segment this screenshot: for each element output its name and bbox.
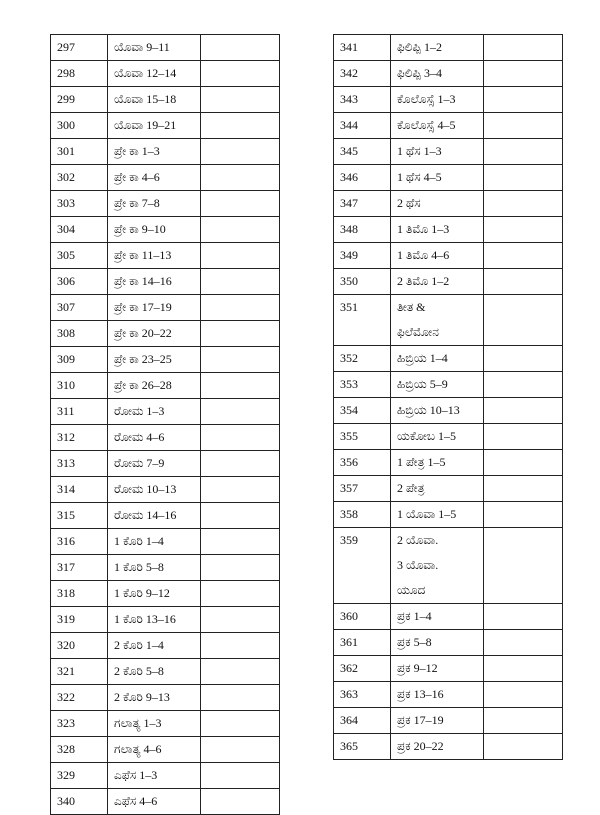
checkbox-cell <box>201 191 280 217</box>
reading-reference <box>391 165 484 191</box>
day-number: 305 <box>51 243 108 269</box>
checkbox-cell <box>484 372 563 398</box>
day-number: 362 <box>334 656 391 682</box>
table-row <box>51 243 280 269</box>
day-number: 350 <box>334 269 391 295</box>
day-number: 303 <box>51 191 108 217</box>
table-row <box>51 607 280 633</box>
reference-line: 2 ಥೆಸ <box>397 196 421 210</box>
day-number: 341 <box>334 35 391 61</box>
checkbox-cell <box>201 633 280 659</box>
checkbox-cell <box>201 737 280 763</box>
day-number: 365 <box>334 734 391 760</box>
table-row <box>334 708 563 734</box>
table-row <box>51 295 280 321</box>
reference-line: ಫಿಲಿಪ್ಪಿ 1–2 <box>397 40 442 54</box>
day-number: 306 <box>51 269 108 295</box>
day-number: 310 <box>51 373 108 399</box>
table-row <box>51 269 280 295</box>
table-row <box>51 711 280 737</box>
reading-reference <box>391 269 484 295</box>
reading-reference: ರೋಮ 1–3 <box>108 399 201 425</box>
day-number: 323 <box>51 711 108 737</box>
checkbox-cell <box>201 711 280 737</box>
table-row <box>334 139 563 165</box>
reference-line: 1 ತಿಮೊ 4–6 <box>397 248 450 262</box>
day-number: 315 <box>51 503 108 529</box>
checkbox-cell <box>484 450 563 476</box>
table-row <box>51 321 280 347</box>
table-row <box>51 139 280 165</box>
table-row <box>334 243 563 269</box>
checkbox-cell <box>201 35 280 61</box>
reading-reference: ರೋಮ 7–9 <box>108 451 201 477</box>
reading-reference: 1 ಕೊರಿ 9–12 <box>108 581 201 607</box>
reading-reference <box>391 528 484 604</box>
checkbox-cell <box>484 424 563 450</box>
reading-reference <box>391 398 484 424</box>
reading-reference <box>391 604 484 630</box>
reference-line: ಹಿಬ್ರಿಯ 10–13 <box>397 403 460 417</box>
day-number: 354 <box>334 398 391 424</box>
reading-reference <box>391 630 484 656</box>
checkbox-cell <box>484 61 563 87</box>
table-row <box>334 398 563 424</box>
table-row <box>334 656 563 682</box>
day-number: 329 <box>51 763 108 789</box>
table-row <box>51 165 280 191</box>
reading-reference: ಪ್ರೇ ಕಾ 11–13 <box>108 243 201 269</box>
day-number: 300 <box>51 113 108 139</box>
day-number: 346 <box>334 165 391 191</box>
table-row <box>51 347 280 373</box>
checkbox-cell <box>201 295 280 321</box>
reading-reference: ಪ್ರೇ ಕಾ 26–28 <box>108 373 201 399</box>
reading-reference: 1 ಕೊರಿ 1–4 <box>108 529 201 555</box>
reference-line: ಪ್ರಕ 17–19 <box>397 713 444 727</box>
checkbox-cell <box>201 347 280 373</box>
reading-reference: ಯೊವಾ 12–14 <box>108 61 201 87</box>
table-row <box>334 87 563 113</box>
reading-reference <box>391 450 484 476</box>
reading-reference <box>391 139 484 165</box>
day-number: 356 <box>334 450 391 476</box>
day-number: 307 <box>51 295 108 321</box>
table-row <box>51 373 280 399</box>
checkbox-cell <box>201 477 280 503</box>
checkbox-cell <box>201 113 280 139</box>
checkbox-cell <box>201 399 280 425</box>
reading-reference <box>391 35 484 61</box>
reference-line: ಫಿಲಿಪ್ಪಿ 3–4 <box>397 66 442 80</box>
table-row <box>334 61 563 87</box>
reference-line: 1 ಯೊವಾ 1–5 <box>397 507 457 521</box>
reading-reference: ಯೊವಾ 15–18 <box>108 87 201 113</box>
checkbox-cell <box>484 113 563 139</box>
reading-reference <box>391 372 484 398</box>
reading-reference: ಪ್ರೇ ಕಾ 17–19 <box>108 295 201 321</box>
reading-reference: ಪ್ರೇ ಕಾ 9–10 <box>108 217 201 243</box>
table-row <box>51 399 280 425</box>
table-row <box>334 35 563 61</box>
checkbox-cell <box>484 476 563 502</box>
checkbox-cell <box>201 659 280 685</box>
checkbox-cell <box>201 503 280 529</box>
day-number: 364 <box>334 708 391 734</box>
checkbox-cell <box>484 191 563 217</box>
checkbox-cell <box>484 35 563 61</box>
table-row <box>334 295 563 346</box>
day-number: 348 <box>334 217 391 243</box>
checkbox-cell <box>484 87 563 113</box>
checkbox-cell <box>484 604 563 630</box>
day-number: 298 <box>51 61 108 87</box>
checkbox-cell <box>201 763 280 789</box>
table-row <box>51 659 280 685</box>
checkbox-cell <box>484 139 563 165</box>
reading-reference <box>391 734 484 760</box>
day-number: 320 <box>51 633 108 659</box>
checkbox-cell <box>201 555 280 581</box>
checkbox-cell <box>201 243 280 269</box>
day-number: 311 <box>51 399 108 425</box>
checkbox-cell <box>484 346 563 372</box>
table-body-right <box>334 35 563 760</box>
day-number: 322 <box>51 685 108 711</box>
day-number: 357 <box>334 476 391 502</box>
checkbox-cell <box>484 708 563 734</box>
table-row <box>51 87 280 113</box>
table-row <box>334 502 563 528</box>
day-number: 317 <box>51 555 108 581</box>
reference-line: ಪ್ರಕ 13–16 <box>397 687 444 701</box>
reference-line: ಪ್ರಕ 9–12 <box>397 661 438 675</box>
reading-reference: ಪ್ರೇ ಕಾ 7–8 <box>108 191 201 217</box>
day-number: 304 <box>51 217 108 243</box>
checkbox-cell <box>484 502 563 528</box>
checkbox-cell <box>484 398 563 424</box>
table-row <box>334 450 563 476</box>
reading-reference: ರೋಮ 10–13 <box>108 477 201 503</box>
checkbox-cell <box>201 685 280 711</box>
day-number: 319 <box>51 607 108 633</box>
reference-line: ಪ್ರಕ 5–8 <box>397 635 432 649</box>
reading-reference: ಪ್ರೇ ಕಾ 23–25 <box>108 347 201 373</box>
reference-line: 2 ತಿಮೊ 1–2 <box>397 274 450 288</box>
table-row <box>51 113 280 139</box>
reading-reference: ಎಫೆಸ 1–3 <box>108 763 201 789</box>
day-number: 349 <box>334 243 391 269</box>
reading-reference <box>391 217 484 243</box>
checkbox-cell <box>484 295 563 346</box>
reading-reference <box>391 424 484 450</box>
checkbox-cell <box>201 139 280 165</box>
table-row <box>334 630 563 656</box>
table-row <box>51 451 280 477</box>
table-row <box>51 633 280 659</box>
table-row <box>51 789 280 815</box>
table-row <box>51 529 280 555</box>
day-number: 358 <box>334 502 391 528</box>
day-number: 301 <box>51 139 108 165</box>
reading-reference: ಗಲಾತ್ಯ 1–3 <box>108 711 201 737</box>
checkbox-cell <box>484 630 563 656</box>
reading-plan-table-left <box>50 34 280 815</box>
table-row <box>51 191 280 217</box>
reading-reference: ರೋಮ 4–6 <box>108 425 201 451</box>
reading-reference: ರೋಮ 14–16 <box>108 503 201 529</box>
checkbox-cell <box>201 321 280 347</box>
table-row <box>334 269 563 295</box>
day-number: 328 <box>51 737 108 763</box>
table-row <box>51 737 280 763</box>
day-number: 314 <box>51 477 108 503</box>
checkbox-cell <box>201 451 280 477</box>
reading-reference: ಎಫೆಸ 4–6 <box>108 789 201 815</box>
reference-line: 2 ಯೊವಾ. <box>397 533 439 547</box>
reading-reference: ಗಲಾತ್ಯ 4–6 <box>108 737 201 763</box>
reference-line: ಕೊಲೊಸ್ಸೆ 1–3 <box>397 92 456 106</box>
reference-line: ಪ್ರಕ 1–4 <box>397 609 432 623</box>
table-row <box>51 581 280 607</box>
day-number: 313 <box>51 451 108 477</box>
table-row <box>334 734 563 760</box>
table-row <box>334 682 563 708</box>
table-row <box>51 425 280 451</box>
table-row <box>334 217 563 243</box>
table-row <box>334 528 563 604</box>
table-row <box>51 763 280 789</box>
checkbox-cell <box>201 373 280 399</box>
reading-reference <box>391 502 484 528</box>
reading-reference <box>391 708 484 734</box>
table-row <box>334 476 563 502</box>
checkbox-cell <box>484 734 563 760</box>
table-row <box>51 685 280 711</box>
table-row <box>334 346 563 372</box>
reading-reference: 2 ಕೊರಿ 5–8 <box>108 659 201 685</box>
checkbox-cell <box>201 61 280 87</box>
table-row <box>51 61 280 87</box>
reference-line: ಫಿಲೆಮೋನ <box>397 325 439 339</box>
reference-line: ಪ್ರಕ 20–22 <box>397 739 444 753</box>
table-row <box>51 217 280 243</box>
reading-reference <box>391 113 484 139</box>
reading-reference: ಯೊವಾ 9–11 <box>108 35 201 61</box>
table-row <box>334 424 563 450</box>
day-number: 316 <box>51 529 108 555</box>
reference-line: 1 ತಿಮೊ 1–3 <box>397 222 450 236</box>
day-number: 360 <box>334 604 391 630</box>
day-number: 321 <box>51 659 108 685</box>
checkbox-cell <box>484 165 563 191</box>
day-number: 343 <box>334 87 391 113</box>
checkbox-cell <box>201 581 280 607</box>
reading-reference <box>391 476 484 502</box>
reading-reference <box>391 191 484 217</box>
checkbox-cell <box>484 682 563 708</box>
day-number: 312 <box>51 425 108 451</box>
reference-line: ಹಿಬ್ರಿಯ 1–4 <box>397 351 448 365</box>
checkbox-cell <box>484 243 563 269</box>
table-row <box>334 113 563 139</box>
day-number: 340 <box>51 789 108 815</box>
day-number: 309 <box>51 347 108 373</box>
table-row <box>334 604 563 630</box>
day-number: 297 <box>51 35 108 61</box>
day-number: 344 <box>334 113 391 139</box>
day-number: 351 <box>334 295 391 346</box>
reading-reference <box>391 243 484 269</box>
day-number: 345 <box>334 139 391 165</box>
reference-line: 2 ಪೇತ್ರ <box>397 481 425 495</box>
reference-line: 3 ಯೊವಾ. <box>397 558 439 572</box>
reading-plan-table-right <box>333 34 563 760</box>
checkbox-cell <box>201 425 280 451</box>
reference-line: ಯೂದ <box>397 583 426 597</box>
day-number: 318 <box>51 581 108 607</box>
table-row <box>51 477 280 503</box>
checkbox-cell <box>201 269 280 295</box>
checkbox-cell <box>201 87 280 113</box>
table-row <box>334 165 563 191</box>
day-number: 353 <box>334 372 391 398</box>
reference-line: ಯಕೋಬ 1–5 <box>397 429 456 443</box>
reference-line: ಕೊಲೊಸ್ಸೆ 4–5 <box>397 118 456 132</box>
day-number: 302 <box>51 165 108 191</box>
day-number: 355 <box>334 424 391 450</box>
reading-reference: ಪ್ರೇ ಕಾ 4–6 <box>108 165 201 191</box>
reading-reference: ಯೊವಾ 19–21 <box>108 113 201 139</box>
table-row <box>51 555 280 581</box>
table-body-left <box>51 35 280 815</box>
table-row <box>51 503 280 529</box>
day-number: 363 <box>334 682 391 708</box>
reading-reference: 1 ಕೊರಿ 13–16 <box>108 607 201 633</box>
day-number: 359 <box>334 528 391 604</box>
reading-reference: 2 ಕೊರಿ 1–4 <box>108 633 201 659</box>
checkbox-cell <box>484 656 563 682</box>
reading-reference <box>391 656 484 682</box>
checkbox-cell <box>201 217 280 243</box>
reading-reference <box>391 682 484 708</box>
checkbox-cell <box>201 789 280 815</box>
checkbox-cell <box>484 217 563 243</box>
reading-reference <box>391 87 484 113</box>
reading-reference: 2 ಕೊರಿ 9–13 <box>108 685 201 711</box>
reading-reference <box>391 61 484 87</box>
reference-line: ತೀತ & <box>397 300 426 314</box>
checkbox-cell <box>201 165 280 191</box>
table-row <box>334 191 563 217</box>
reading-reference <box>391 346 484 372</box>
day-number: 352 <box>334 346 391 372</box>
day-number: 299 <box>51 87 108 113</box>
day-number: 347 <box>334 191 391 217</box>
day-number: 308 <box>51 321 108 347</box>
reading-reference: ಪ್ರೇ ಕಾ 1–3 <box>108 139 201 165</box>
reference-line: 1 ಥೆಸ 1–3 <box>397 144 442 158</box>
day-number: 342 <box>334 61 391 87</box>
reading-reference <box>391 295 484 346</box>
table-row <box>334 372 563 398</box>
reading-reference: 1 ಕೊರಿ 5–8 <box>108 555 201 581</box>
checkbox-cell <box>201 529 280 555</box>
checkbox-cell <box>484 269 563 295</box>
table-row <box>51 35 280 61</box>
day-number: 361 <box>334 630 391 656</box>
checkbox-cell <box>484 528 563 604</box>
reference-line: ಹಿಬ್ರಿಯ 5–9 <box>397 377 448 391</box>
reference-line: 1 ಪೇತ್ರ 1–5 <box>397 455 446 469</box>
checkbox-cell <box>201 607 280 633</box>
reading-reference: ಪ್ರೇ ಕಾ 20–22 <box>108 321 201 347</box>
reading-reference: ಪ್ರೇ ಕಾ 14–16 <box>108 269 201 295</box>
reference-line: 1 ಥೆಸ 4–5 <box>397 170 442 184</box>
